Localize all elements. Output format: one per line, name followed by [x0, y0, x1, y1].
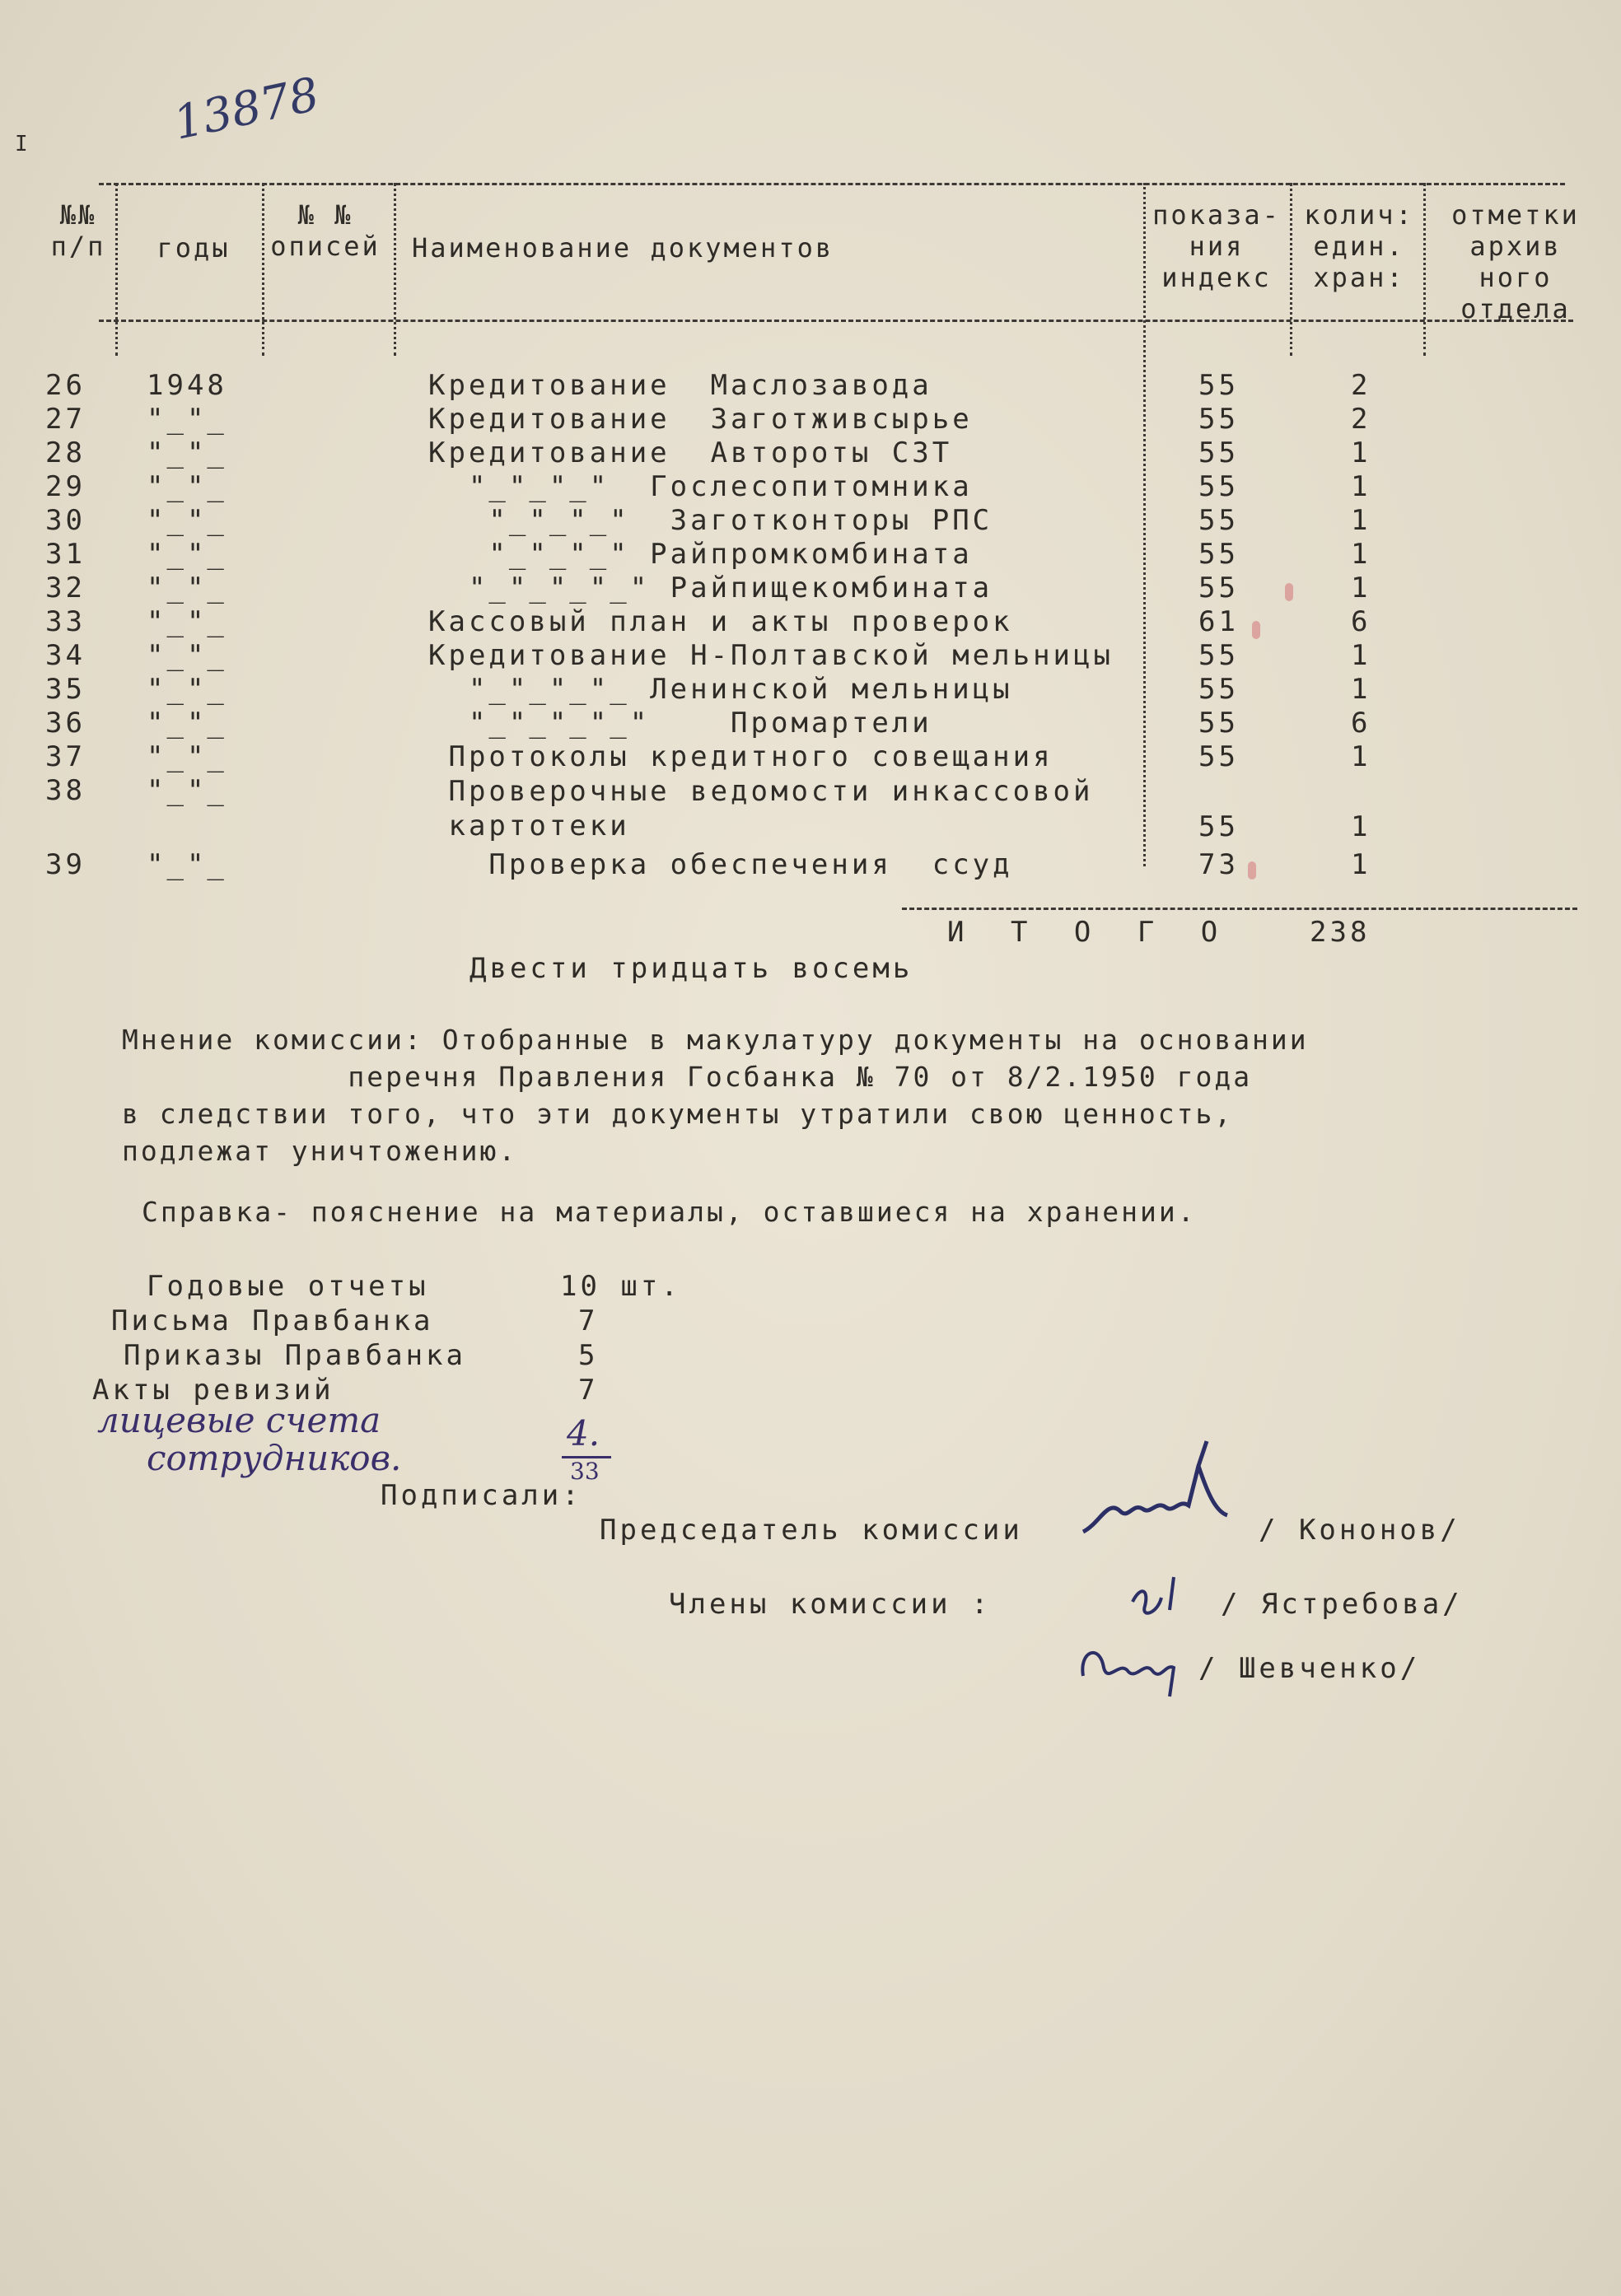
row-doc-name: "_"_"_" Райпромкомбината [428, 538, 973, 571]
row-index: 55 [1198, 810, 1239, 843]
row-number: 35 [45, 673, 86, 706]
row-year: "_"_ [147, 673, 227, 706]
col-divider [1143, 183, 1146, 866]
row-index: 55 [1198, 572, 1239, 604]
member1-signature-icon [1124, 1569, 1215, 1626]
handwritten-item-line1: лицевые счета [97, 1400, 381, 1440]
material-count: 7 [578, 1304, 599, 1337]
row-quantity: 1 [1351, 538, 1371, 571]
row-number: 31 [45, 538, 86, 571]
row-index: 55 [1198, 504, 1239, 537]
row-index: 55 [1198, 403, 1239, 436]
row-year: "_"_ [147, 470, 227, 503]
row-year: "_"_ [147, 707, 227, 740]
row-quantity: 6 [1351, 605, 1371, 638]
handwritten-item-line2: сотрудников. [147, 1438, 402, 1478]
page-marker: I [15, 132, 31, 156]
row-quantity: 1 [1351, 504, 1371, 537]
row-quantity: 1 [1351, 436, 1371, 469]
header-index: показа- ния индекс [1152, 199, 1281, 293]
member1-name: / Ястребова/ [1221, 1588, 1463, 1621]
row-year: "_"_ [147, 403, 227, 436]
chair-label: Председатель комиссии [600, 1514, 1023, 1547]
material-name: Акты ревизий [92, 1374, 334, 1407]
total-value: 238 [1310, 916, 1371, 949]
row-quantity: 1 [1351, 810, 1371, 843]
material-count: 5 [578, 1339, 599, 1372]
row-doc-name: "_"_"_"_" Райпищекомбината [428, 572, 993, 604]
handwritten-item-count: 4. [567, 1413, 600, 1454]
header-doc-name: Наименование документов [412, 232, 834, 264]
row-index: 55 [1198, 707, 1239, 740]
row-year: 1948 [147, 369, 227, 402]
row-number: 38 [45, 774, 86, 807]
table-top-rule [99, 183, 1565, 185]
row-doc-name: Проверочные ведомости инкассовой картотеки [448, 775, 1094, 842]
row-number: 30 [45, 504, 86, 537]
row-number: 32 [45, 572, 86, 604]
row-quantity: 6 [1351, 707, 1371, 740]
commission-opinion: Мнение комиссии: Отобранные в макулатуру документы на основании перечня Правления Госбанка № 70 от 8/2.1950 года в следствии того, что эти документы утратили свою ценность, подлежат уничтожению. [122, 1024, 1309, 1167]
row-doc-name: Кассовый план и акты проверок [428, 605, 1013, 638]
row-number: 26 [45, 369, 86, 402]
row-quantity: 1 [1351, 572, 1371, 604]
row-index: 55 [1198, 639, 1239, 672]
row-number: 36 [45, 707, 86, 740]
table-bottom-rule [902, 908, 1577, 910]
row-number: 29 [45, 470, 86, 503]
row-index: 55 [1198, 740, 1239, 773]
chair-signature-icon [1075, 1433, 1264, 1556]
member2-name: / Шевченко/ [1198, 1652, 1421, 1685]
row-index: 61 [1198, 605, 1239, 638]
row-year: "_"_ [147, 774, 227, 807]
header-years: годы [156, 232, 231, 264]
row-year: "_"_ [147, 740, 227, 773]
row-doc-name: Кредитование Н-Полтавской мельницы [428, 639, 1114, 672]
row-index: 55 [1198, 538, 1239, 571]
row-doc-name: "_"_"_" Гослесопитомника [428, 470, 973, 503]
total-label: И Т О Г О [947, 916, 1233, 949]
row-index: 55 [1198, 470, 1239, 503]
member2-signature-icon [1075, 1626, 1198, 1701]
row-year: "_"_ [147, 538, 227, 571]
row-number: 34 [45, 639, 86, 672]
col-divider [1290, 183, 1292, 356]
row-doc-name: Протоколы кредитного совещания [428, 740, 1053, 773]
row-doc-name: Кредитование Маслозавода [428, 369, 932, 402]
row-index: 73 [1198, 848, 1239, 881]
row-quantity: 2 [1351, 403, 1371, 436]
header-number: №№ п/п [50, 199, 106, 262]
row-number: 28 [45, 436, 86, 469]
row-quantity: 1 [1351, 470, 1371, 503]
red-pencil-mark [1285, 583, 1293, 601]
row-number: 33 [45, 605, 86, 638]
row-doc-name: "_"_"_"_ Ленинской мельницы [428, 673, 1013, 706]
row-number: 37 [45, 740, 86, 773]
row-index: 55 [1198, 436, 1239, 469]
reference-note: Справка- пояснение на материалы, оставшиеся на хранении. [142, 1196, 1197, 1228]
archive-number: 13878 [169, 68, 324, 151]
material-count: 7 [578, 1374, 599, 1407]
total-in-words: Двести тридцать восемь [469, 952, 913, 985]
row-number: 27 [45, 403, 86, 436]
material-name: Письма Правбанка [111, 1304, 434, 1337]
row-year: "_"_ [147, 605, 227, 638]
row-quantity: 2 [1351, 369, 1371, 402]
chair-name: / Кононов/ [1259, 1514, 1460, 1547]
row-doc-name: "_"_"_" Заготконторы РПС [428, 504, 993, 537]
header-notes: отметки архив ного отдела [1451, 199, 1580, 324]
row-doc-name: Кредитование Автороты СЗТ [428, 436, 953, 469]
table-header-rule [99, 320, 1573, 322]
row-doc-name: "_"_"_"_" Промартели [428, 707, 932, 740]
row-quantity: 1 [1351, 848, 1371, 881]
red-pencil-mark [1252, 621, 1260, 639]
handwritten-sum: 33 [570, 1458, 600, 1485]
col-divider [115, 183, 118, 356]
row-year: "_"_ [147, 504, 227, 537]
header-quantity: колич: един. хран: [1304, 199, 1414, 293]
row-number: 39 [45, 848, 86, 881]
material-name: Годовые отчеты [147, 1270, 429, 1303]
red-pencil-mark [1248, 861, 1256, 880]
signed-label: Подписали: [381, 1479, 582, 1512]
material-count: 10 шт. [560, 1270, 681, 1303]
members-label: Члены комиссии : [669, 1588, 992, 1621]
row-year: "_"_ [147, 572, 227, 604]
row-quantity: 1 [1351, 740, 1371, 773]
material-name: Приказы Правбанка [124, 1339, 466, 1372]
row-index: 55 [1198, 369, 1239, 402]
row-quantity: 1 [1351, 673, 1371, 706]
row-doc-name: Кредитование Заготживсырье [428, 403, 973, 436]
row-year: "_"_ [147, 639, 227, 672]
header-inventory: № № описей [270, 199, 381, 262]
row-index: 55 [1198, 673, 1239, 706]
row-year: "_"_ [147, 848, 227, 881]
row-year: "_"_ [147, 436, 227, 469]
row-quantity: 1 [1351, 639, 1371, 672]
row-doc-name: Проверка обеспечения ссуд [428, 848, 1013, 881]
